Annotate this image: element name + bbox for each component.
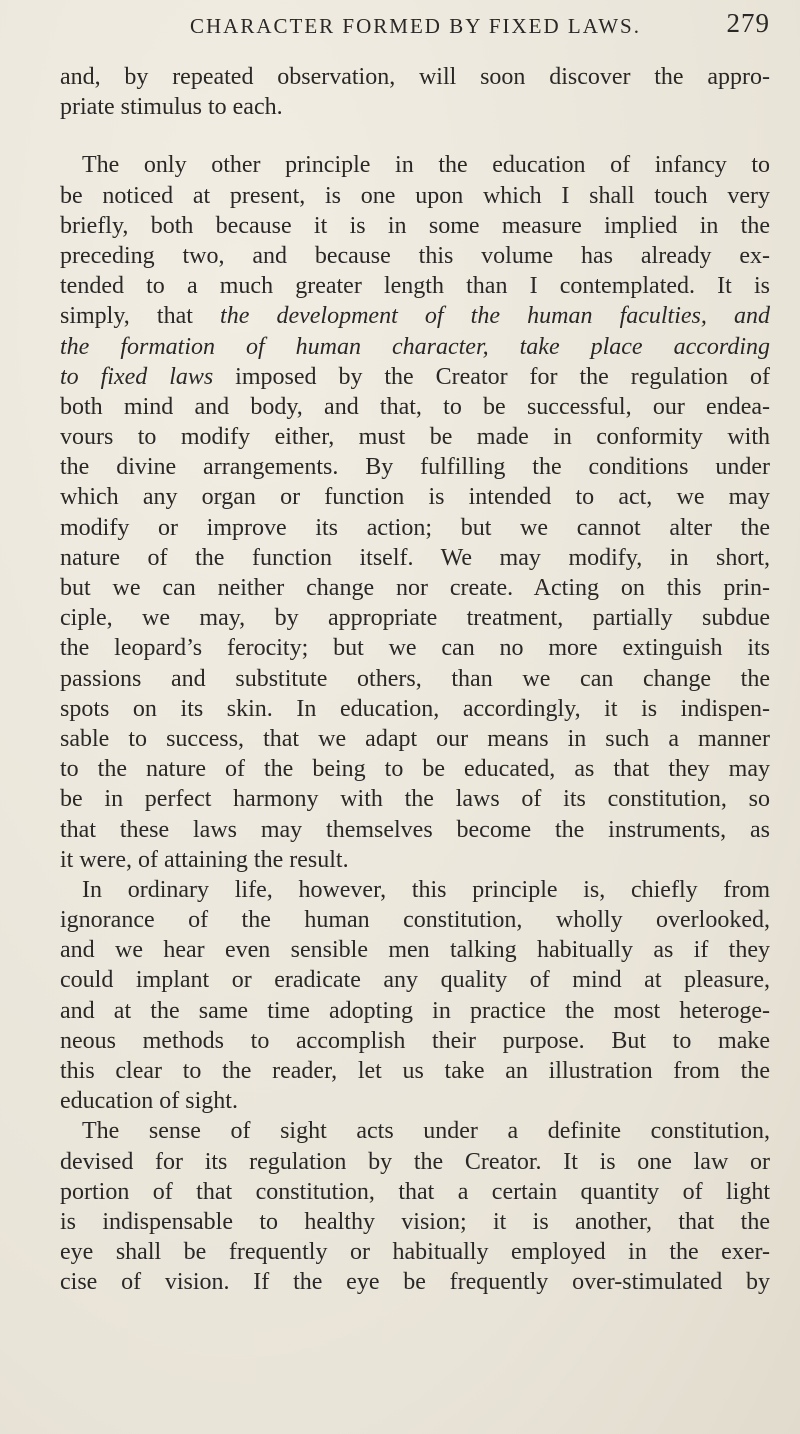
text-line: In ordinary life, however, this principle is, chiefly from: [82, 876, 770, 903]
text-line: neous methods to accomplish their purpose. But to make: [60, 1027, 770, 1054]
text-line: it were, of attaining the result.: [60, 846, 349, 873]
text-line: vours to modify either, must be made in conformity with: [60, 424, 770, 451]
text-line: that these laws may themselves become the instruments, as: [60, 816, 770, 843]
text-line: is indispensable to healthy vision; it is another, that the: [60, 1208, 770, 1235]
paragraph-4: [60, 1116, 770, 1297]
text-line: priate stimulus to each.: [60, 94, 283, 121]
text-line: modify or improve its action; but we cannot alter the: [60, 514, 770, 541]
text-line: which any organ or function is intended to act, we may: [60, 484, 770, 511]
text-line: passions and substitute others, than we can change the: [60, 665, 770, 692]
text-line: be noticed at present, is one upon which I shall touch very: [60, 182, 770, 209]
text-line: cise of vision. If the eye be frequently over-stimulated by: [60, 1269, 770, 1296]
text-line: tended to a much greater length than I contemplated. It is: [60, 273, 770, 300]
text-line: but we can neither change nor create. Acting on this prin-: [60, 575, 770, 601]
text-line: be in perfect harmony with the laws of its constitution, so: [60, 786, 770, 813]
page-number: 279: [726, 8, 770, 38]
italic-run: to fixed laws: [60, 363, 214, 390]
paragraph-3: [60, 875, 770, 1117]
text-line: eye shall be frequently or habitually employed in the exer-: [60, 1239, 770, 1266]
text-line: the leopard’s ferocity; but we can no more extinguish its: [60, 635, 770, 662]
text-line: nature of the function itself. We may modify, in short,: [60, 544, 770, 571]
paragraph-2: [60, 150, 770, 875]
text-line: The only other principle in the education of infancy to: [82, 152, 770, 179]
text-line: this clear to the reader, let us take an illustration from the: [60, 1058, 770, 1084]
text-line: and, by repeated observation, will soon discover the appro-: [60, 64, 770, 90]
text-line-mixed: [60, 332, 770, 362]
text-line-mixed: [60, 301, 770, 331]
text-line: education of sight.: [60, 1088, 238, 1115]
text-line: and at the same time adopting in practice the most heteroge-: [60, 997, 770, 1024]
text-line: the divine arrangements. By fulfilling the conditions under: [60, 454, 770, 481]
body-text: [60, 62, 770, 1298]
italic-run: the formation of human character, take place according: [60, 333, 770, 360]
text-run: imposed by the Creator for the regulation of: [213, 363, 770, 390]
text-line: preceding two, and because this volume has already ex-: [60, 242, 770, 269]
text-line: ignorance of the human constitution, wholly overlooked,: [60, 907, 770, 934]
text-line: and we hear even sensible men talking habitually as if they: [60, 937, 770, 964]
text-line: both mind and body, and that, to be successful, our endea-: [60, 393, 770, 420]
text-line: to the nature of the being to be educated, as that they may: [60, 756, 770, 783]
text-line: devised for its regulation by the Creator. It is one law or: [60, 1148, 770, 1175]
text-line: ciple, we may, by appropriate treatment, partially subdue: [60, 605, 770, 632]
text-line: portion of that constitution, that a certain quantity of light: [60, 1178, 770, 1205]
text-line: The sense of sight acts under a definite constitution,: [82, 1118, 770, 1145]
text-line-mixed: [60, 362, 770, 392]
paragraph-1: [60, 62, 770, 122]
text-run: simply, that: [60, 303, 221, 330]
text-line: spots on its skin. In education, accordingly, it is indispen-: [60, 695, 770, 722]
text-line: could implant or eradicate any quality of mind at pleasure,: [60, 967, 770, 994]
paragraph-gap: [60, 122, 770, 150]
text-line: briefly, both because it is in some measure implied in the: [60, 212, 770, 239]
text-line: sable to success, that we adapt our means in such a manner: [60, 725, 770, 752]
running-head: [190, 6, 770, 46]
running-title: CHARACTER FORMED BY FIXED LAWS.: [190, 14, 641, 38]
italic-run: the development of the human faculties, and: [220, 303, 771, 330]
